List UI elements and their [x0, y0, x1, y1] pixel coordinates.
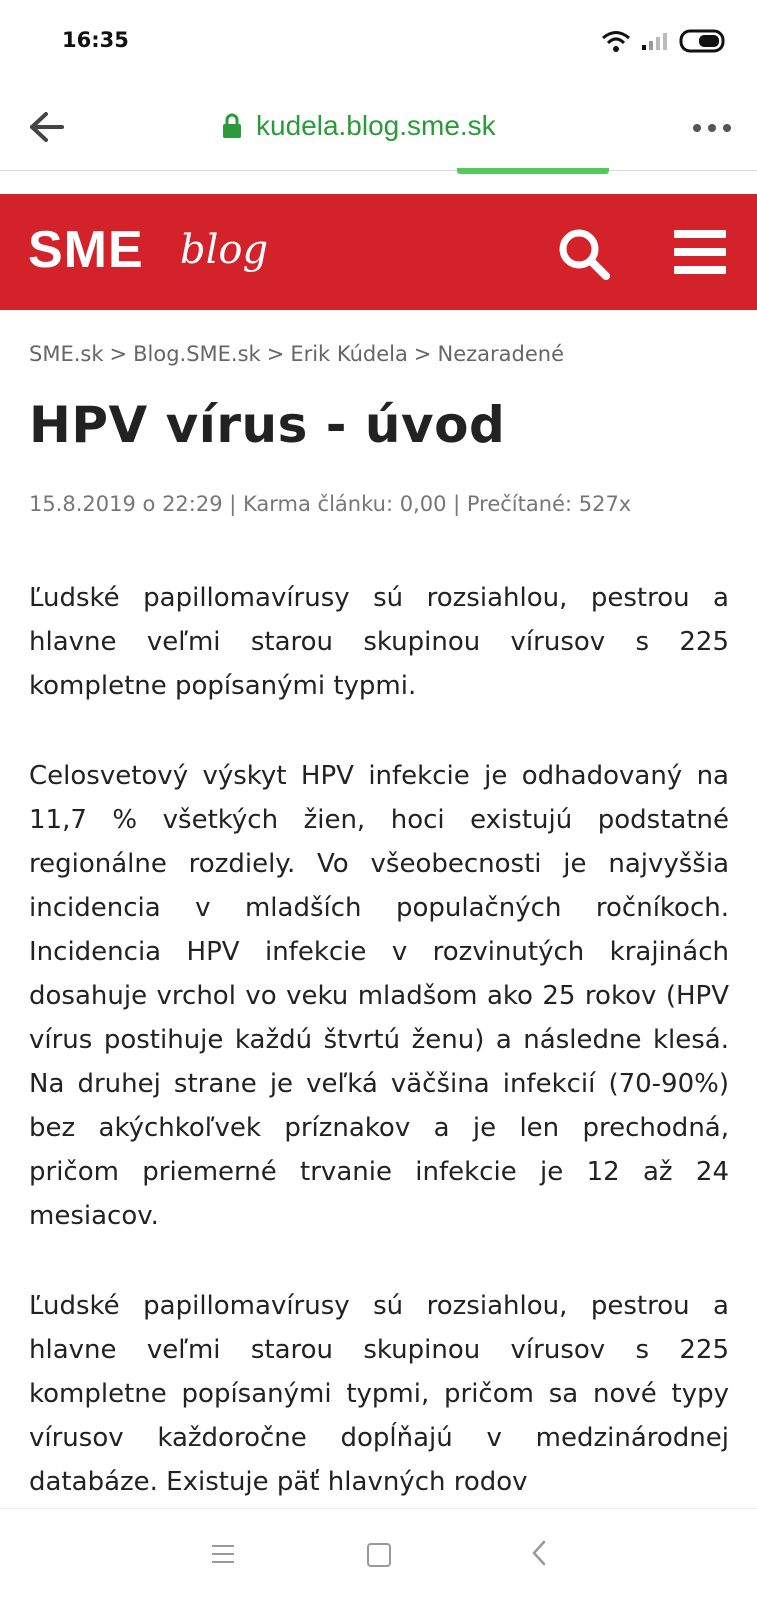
hamburger-menu-icon[interactable] [674, 230, 726, 274]
arrow-left-icon[interactable] [28, 110, 66, 144]
signal-icon [641, 30, 669, 52]
page-load-progress [457, 168, 609, 174]
url-text: kudela.blog.sme.sk [256, 110, 496, 141]
more-dots-icon[interactable] [693, 124, 731, 132]
article-paragraph: Ľudské papillomavírusy sú rozsiahlou, pestrou a hlavne veľmi starou skupinou vírusov s 225 kompletne popísanými typmi. [29, 583, 729, 701]
home-icon[interactable] [367, 1543, 391, 1567]
breadcrumb-author[interactable]: Erik Kúdela [290, 342, 408, 366]
status-icons [601, 28, 727, 54]
article-meta: 15.8.2019 o 22:29 | Karma článku: 0,00 | Prečítané: 527x [29, 492, 632, 516]
article-paragraph: Ľudské papillomavírusy sú rozsiahlou, pestrou a hlavne veľmi starou skupinou vírusov s 225 kompletne popísanými typmi, pričom sa nové typy vírusov každoročne dopĺňajú v medzinárodnej databáze. Existuje päť hlavných rodov [29, 1291, 729, 1497]
battery-icon [679, 29, 727, 53]
site-logo-sub[interactable]: blog [180, 227, 269, 273]
breadcrumb-sme[interactable]: SME.sk [29, 342, 104, 366]
page-title: HPV vírus - úvod [29, 396, 506, 454]
system-nav-bar [0, 1508, 757, 1601]
status-bar [0, 0, 757, 84]
breadcrumb-blog[interactable]: Blog.SME.sk [133, 342, 261, 366]
back-icon[interactable] [529, 1539, 549, 1567]
article-body [29, 576, 729, 1550]
breadcrumb: SME.sk > Blog.SME.sk > Erik Kúdela > Nezaradené [29, 342, 564, 366]
wifi-icon [601, 29, 631, 53]
site-logo[interactable]: SME [28, 221, 144, 279]
lock-icon [222, 113, 242, 139]
search-icon[interactable] [556, 226, 612, 282]
url-field[interactable] [222, 106, 496, 146]
breadcrumb-category[interactable]: Nezaradené [437, 342, 564, 366]
status-time: 16:35 [62, 28, 129, 52]
article-paragraph: Celosvetový výskyt HPV infekcie je odhadovaný na 11,7 % všetkých žien, hoci existujú podstatné regionálne rozdiely. Vo všeobecnosti je najvyššia incidencia v mladších populačných ročníkoch. Incidencia HPV infekcie v rozvinutých krajinách dosahuje vrchol vo veku mladšom ako 25 rokov (HPV vírus postihuje každú štvrtú ženu) a následne klesá. Na druhej strane je veľká väčšina infekcií (70-90%) bez akýchkoľvek príznakov a je len prechodná, pričom priemerné trvanie infekcie je 12 až 24 mesiacov. [29, 761, 729, 1231]
recent-apps-icon[interactable] [212, 1545, 234, 1569]
site-header [0, 194, 757, 310]
browser-address-bar [0, 84, 757, 171]
